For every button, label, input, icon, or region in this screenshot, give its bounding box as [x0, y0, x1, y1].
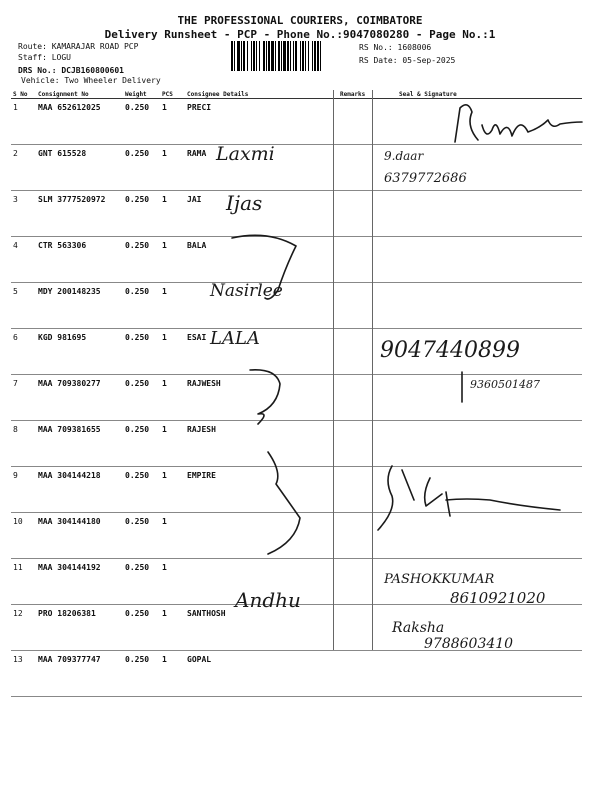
handwriting-row2-name: 9.daar — [384, 149, 424, 163]
table-row — [11, 329, 582, 375]
barcode-bar — [231, 41, 233, 71]
vehicle-info: Vehicle: Two Wheeler Delivery — [21, 76, 161, 85]
cell-weight: 0.250 — [123, 191, 160, 237]
barcode-bar — [287, 41, 289, 71]
cell-sno: 3 — [11, 191, 36, 237]
remarks-divider — [333, 90, 334, 650]
table-row — [11, 421, 582, 467]
cell-consignment-no: KGD 981695 — [36, 329, 123, 375]
cell-pcs: 1 — [160, 421, 185, 467]
handwriting-row7-note: 9360501487 — [470, 378, 540, 391]
barcode-bar — [263, 41, 265, 71]
barcode — [231, 41, 356, 71]
cell-weight: 0.250 — [123, 421, 160, 467]
cell-consignment-no: GNT 615528 — [36, 145, 123, 191]
cell-consignee: JAI — [185, 191, 338, 237]
rs-date: RS Date: 05-Sep-2025 — [359, 56, 456, 65]
cell-consignment-no: MDY 200148235 — [36, 283, 123, 329]
cell-remarks — [338, 605, 374, 651]
cell-consignee: GOPAL — [185, 651, 338, 697]
cell-consignment-no: MAA 652612025 — [36, 99, 123, 145]
handwriting-row2-phone: 6379772686 — [384, 171, 467, 186]
cell-remarks — [338, 99, 374, 145]
cell-sno: 1 — [11, 99, 36, 145]
cell-signature — [374, 559, 582, 605]
cell-signature — [374, 99, 582, 145]
barcode-bar — [295, 41, 297, 71]
cell-weight: 0.250 — [123, 99, 160, 145]
cell-sno: 11 — [11, 559, 36, 605]
cell-consignment-no: MAA 709381655 — [36, 421, 123, 467]
barcode-bar — [281, 41, 282, 71]
cell-pcs: 1 — [160, 467, 185, 513]
barcode-bar — [275, 41, 276, 71]
cell-remarks — [338, 651, 374, 697]
cell-weight: 0.250 — [123, 513, 160, 559]
cell-weight: 0.250 — [123, 145, 160, 191]
cell-consignment-no: CTR 563306 — [36, 237, 123, 283]
barcode-bar — [241, 41, 242, 71]
rs-number: RS No.: 1608006 — [359, 43, 432, 52]
handwriting-row6: LALA — [210, 328, 260, 349]
barcode-bar — [268, 41, 270, 71]
table-header-row — [11, 90, 582, 99]
col-weight: Weight — [123, 90, 160, 99]
cell-weight: 0.250 — [123, 559, 160, 605]
barcode-bar — [253, 41, 255, 71]
barcode-bar — [234, 41, 235, 71]
cell-signature — [374, 237, 582, 283]
col-signature: Seal & Signature — [374, 90, 582, 99]
cell-sno: 2 — [11, 145, 36, 191]
cell-pcs: 1 — [160, 605, 185, 651]
barcode-bar — [290, 41, 291, 71]
cell-consignment-no: SLM 3777520972 — [36, 191, 123, 237]
cell-signature — [374, 191, 582, 237]
barcode-bar — [266, 41, 267, 71]
table-row — [11, 467, 582, 513]
barcode-bar — [317, 41, 319, 71]
cell-sno: 5 — [11, 283, 36, 329]
cell-signature — [374, 467, 582, 513]
handwriting-row12-phone: 8610921020 — [450, 589, 546, 607]
cell-weight: 0.250 — [123, 283, 160, 329]
barcode-bar — [271, 41, 274, 71]
table-row — [11, 605, 582, 651]
handwriting-row12-sig: Andhu — [235, 588, 301, 612]
cell-consignee: RAJWESH — [185, 375, 338, 421]
cell-weight: 0.250 — [123, 375, 160, 421]
cell-weight: 0.250 — [123, 651, 160, 697]
cell-consignee: PRECI — [185, 99, 338, 145]
barcode-bar — [308, 41, 309, 71]
cell-consignee: RAMA — [185, 145, 338, 191]
barcode-bar — [300, 41, 301, 71]
cell-remarks — [338, 191, 374, 237]
barcode-bar — [302, 41, 304, 71]
handwriting-row6-phone: 9047440899 — [380, 338, 520, 363]
runsheet-table — [11, 90, 582, 697]
cell-weight: 0.250 — [123, 467, 160, 513]
barcode-bar — [320, 41, 321, 71]
table-row — [11, 191, 582, 237]
cell-sno: 7 — [11, 375, 36, 421]
cell-sno: 9 — [11, 467, 36, 513]
signature-divider — [372, 90, 373, 650]
cell-consignment-no: MAA 304144192 — [36, 559, 123, 605]
cell-consignment-no: MAA 304144218 — [36, 467, 123, 513]
cell-sno: 12 — [11, 605, 36, 651]
cell-sno: 8 — [11, 421, 36, 467]
staff-info: Staff: LOGU — [18, 53, 71, 62]
cell-remarks — [338, 467, 374, 513]
table-row — [11, 375, 582, 421]
barcode-bar — [278, 41, 280, 71]
cell-sno: 6 — [11, 329, 36, 375]
barcode-bar — [259, 41, 260, 71]
cell-consignee — [185, 559, 338, 605]
cell-pcs: 1 — [160, 329, 185, 375]
cell-sno: 10 — [11, 513, 36, 559]
handwriting-row3: Ijas — [226, 191, 263, 215]
barcode-bar — [251, 41, 252, 71]
runsheet-subtitle: Delivery Runsheet - PCP - Phone No.:9047080280 - Page No.:1 — [104, 28, 496, 41]
cell-signature — [374, 329, 582, 375]
cell-pcs: 1 — [160, 513, 185, 559]
cell-sno: 4 — [11, 237, 36, 283]
table-row — [11, 237, 582, 283]
table-row — [11, 145, 582, 191]
barcode-bar — [256, 41, 257, 71]
cell-remarks — [338, 329, 374, 375]
barcode-bar — [247, 41, 248, 71]
table-row — [11, 99, 582, 145]
cell-remarks — [338, 237, 374, 283]
col-consignee: Consignee Details — [185, 90, 338, 99]
cell-pcs: 1 — [160, 145, 185, 191]
barcode-bar — [237, 41, 240, 71]
handwriting-row13-name: Raksha — [392, 620, 445, 636]
cell-signature — [374, 513, 582, 559]
cell-consignee: SANTHOSH — [185, 605, 338, 651]
cell-weight: 0.250 — [123, 237, 160, 283]
barcode-bar — [283, 41, 286, 71]
cell-signature — [374, 421, 582, 467]
cell-pcs: 1 — [160, 283, 185, 329]
table-row — [11, 651, 582, 697]
handwriting-row2: Laxmi — [216, 143, 275, 165]
cell-consignee: ESAI — [185, 329, 338, 375]
cell-pcs: 1 — [160, 99, 185, 145]
handwriting-row5: Nasirlee — [210, 281, 283, 301]
cell-consignment-no: MAA 709377747 — [36, 651, 123, 697]
cell-pcs: 1 — [160, 237, 185, 283]
table-row — [11, 513, 582, 559]
cell-pcs: 1 — [160, 559, 185, 605]
cell-pcs: 1 — [160, 651, 185, 697]
cell-remarks — [338, 145, 374, 191]
cell-signature — [374, 651, 582, 697]
col-pcs: PCS — [160, 90, 185, 99]
barcode-bar — [305, 41, 306, 71]
cell-signature — [374, 375, 582, 421]
col-consignment: Consignment No — [36, 90, 123, 99]
barcode-bar — [243, 41, 245, 71]
table-row — [11, 559, 582, 605]
cell-remarks — [338, 283, 374, 329]
table-row — [11, 283, 582, 329]
col-sno: S No — [11, 90, 36, 99]
cell-consignment-no: MAA 304144180 — [36, 513, 123, 559]
cell-signature — [374, 605, 582, 651]
cell-consignee — [185, 283, 338, 329]
cell-consignee: EMPIRE — [185, 467, 338, 513]
cell-weight: 0.250 — [123, 329, 160, 375]
cell-sno: 13 — [11, 651, 36, 697]
handwriting-row12-name: PASHOKKUMAR — [384, 572, 495, 587]
drs-number: DRS No.: DCJB160800601 — [18, 66, 124, 75]
cell-remarks — [338, 421, 374, 467]
cell-consignee: RAJESH — [185, 421, 338, 467]
cell-consignment-no: PRO 18206381 — [36, 605, 123, 651]
cell-consignee: BALA — [185, 237, 338, 283]
col-remarks: Remarks — [338, 90, 374, 99]
cell-remarks — [338, 513, 374, 559]
cell-weight: 0.250 — [123, 605, 160, 651]
cell-consignment-no: MAA 709380277 — [36, 375, 123, 421]
cell-pcs: 1 — [160, 191, 185, 237]
cell-signature — [374, 283, 582, 329]
cell-remarks — [338, 559, 374, 605]
cell-consignee — [185, 513, 338, 559]
company-title: THE PROFESSIONAL COURIERS, COIMBATORE — [177, 14, 423, 27]
cell-signature — [374, 145, 582, 191]
cell-remarks — [338, 375, 374, 421]
barcode-bar — [293, 41, 294, 71]
cell-pcs: 1 — [160, 375, 185, 421]
handwriting-row13-phone: 9788603410 — [424, 636, 514, 652]
route-info: Route: KAMARAJAR ROAD PCP — [18, 42, 139, 51]
barcode-bar — [312, 41, 313, 71]
barcode-bar — [314, 41, 316, 71]
